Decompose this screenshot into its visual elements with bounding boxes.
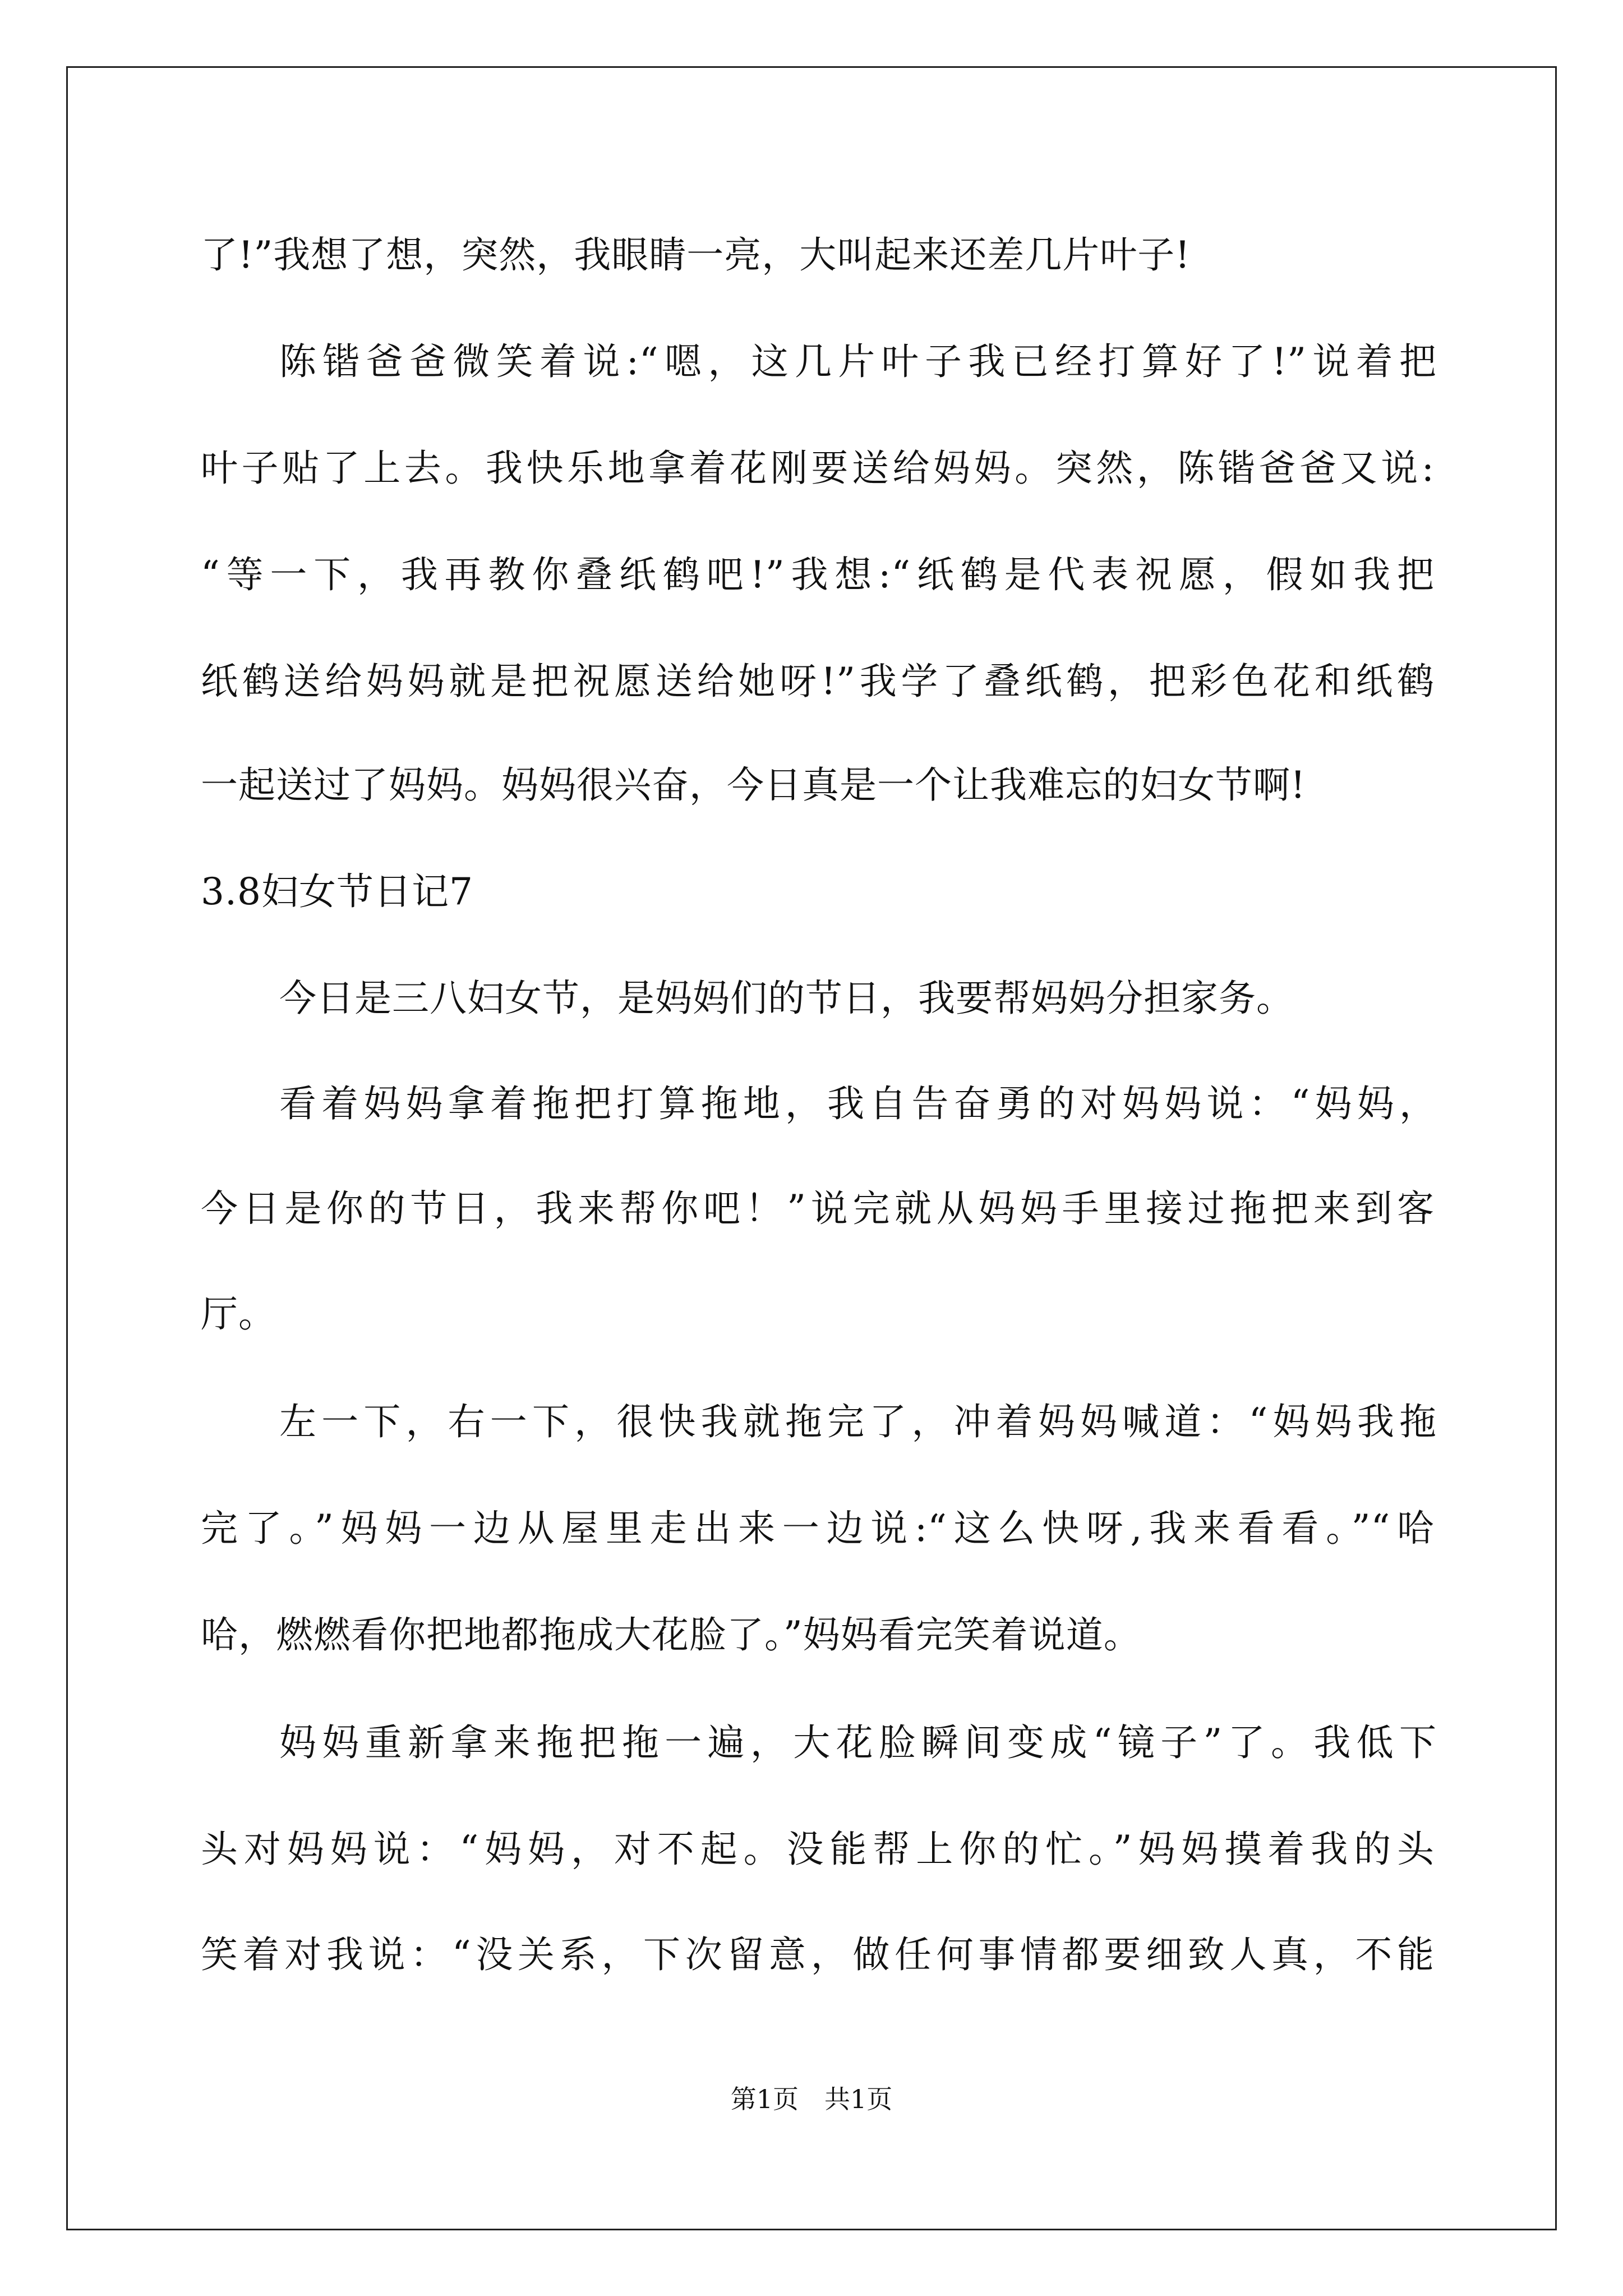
paragraph-start-line: 左一下，右一下，很快我就拖完了，冲着妈妈喊道：“妈妈我拖 <box>279 1400 1437 1443</box>
text-line: 纸鹤送给妈妈就是把祝愿送给她呀!”我学了叠纸鹤，把彩色花和纸鹤 <box>201 660 1435 703</box>
text-line: 一起送过了妈妈。妈妈很兴奋，今日真是一个让我难忘的妇女节啊! <box>201 763 1306 807</box>
paragraph-start-line: 陈锴爸爸微笑着说:“嗯，这几片叶子我已经打算好了!”说着把 <box>279 340 1437 383</box>
text-line: 今日是你的节日，我来帮你吧！”说完就从妈妈手里接过拖把来到客 <box>201 1187 1435 1230</box>
text-line: 了!”我想了想，突然，我眼睛一亮，大叫起来还差几片叶子! <box>201 233 1191 277</box>
paragraph-start-line: 妈妈重新拿来拖把拖一遍，大花脸瞬间变成“镜子”了。我低下 <box>279 1721 1437 1764</box>
text-line: 厅。 <box>201 1292 276 1336</box>
section-heading: 3.8妇女节日记7 <box>201 870 473 913</box>
paragraph-start-line: 今日是三八妇女节，是妈妈们的节日，我要帮妈妈分担家务。 <box>279 977 1294 1020</box>
text-line: 叶子贴了上去。我快乐地拿着花刚要送给妈妈。突然，陈锴爸爸又说: <box>201 447 1435 490</box>
text-line: “等一下，我再教你叠纸鹤吧!”我想:“纸鹤是代表祝愿，假如我把 <box>201 553 1435 596</box>
page-number-footer: 第1页 共1页 <box>730 2084 893 2114</box>
paragraph-start-line: 看着妈妈拿着拖把打算拖地，我自告奋勇的对妈妈说：“妈妈， <box>279 1082 1437 1125</box>
text-line: 完了。”妈妈一边从屋里走出来一边说:“这么快呀,我来看看。”“哈 <box>201 1507 1435 1550</box>
text-line: 笑着对我说：“没关系，下次留意，做任何事情都要细致人真，不能 <box>201 1933 1435 1976</box>
text-line: 哈，燃燃看你把地都拖成大花脸了。”妈妈看完笑着说道。 <box>201 1613 1141 1657</box>
text-line: 头对妈妈说：“妈妈，对不起。没能帮上你的忙。”妈妈摸着我的头 <box>201 1828 1435 1871</box>
